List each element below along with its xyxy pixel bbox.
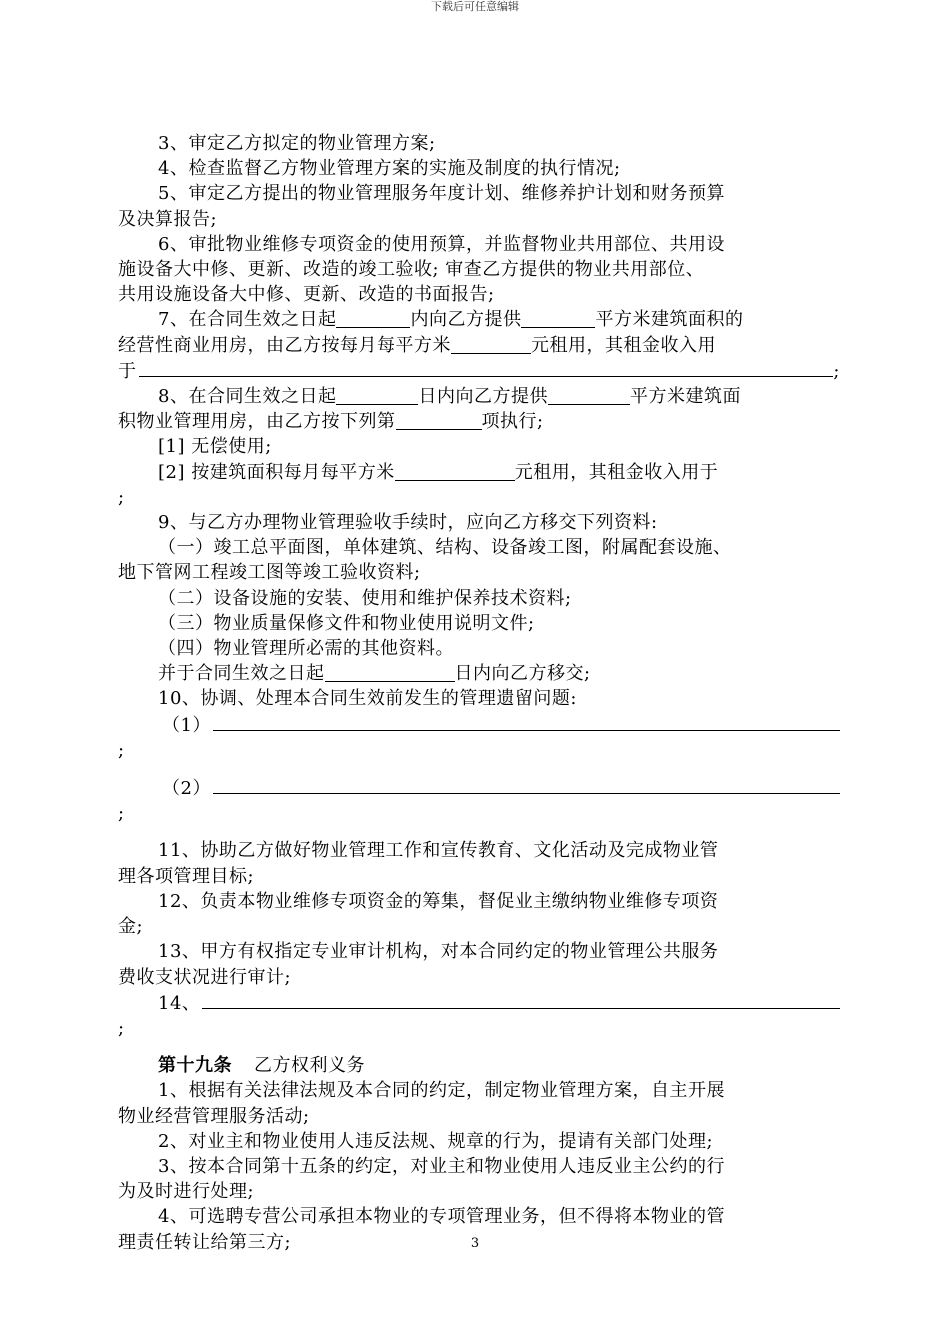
clause-7-line1 [118, 307, 840, 332]
blank-field[interactable] [521, 309, 595, 328]
clause-13-line1: 13、甲方有权指定专业审计机构，对本合同约定的物业管理公共服务 [158, 941, 719, 963]
clause-8-line1 [118, 384, 840, 409]
text-segment: 8、在合同生效之日起 [158, 386, 337, 408]
clause-12-line1: 12、负责本物业维修专项资金的筹集，督促业主缴纳物业维修专项资 [158, 890, 719, 912]
clause-11-line1: 11、协助乙方做好物业管理工作和宣传教育、文化活动及完成物业管 [158, 840, 719, 862]
clause-14-end: ; [118, 1017, 125, 1039]
blank-field[interactable] [336, 386, 418, 405]
issue-2 [118, 775, 840, 801]
text-segment: 并于合同生效之日起 [158, 663, 325, 685]
text-segment: 元租用，其租金收入用于 [514, 461, 719, 483]
blank-field[interactable] [325, 663, 455, 682]
blank-field[interactable] [336, 309, 410, 328]
text-segment: （2） [162, 778, 211, 800]
clause-14 [118, 990, 840, 1016]
clause-6-line1: 6、审批物业维修专项资金的使用预算，并监督物业共用部位、共用设 [158, 233, 725, 255]
right-3-line1: 3、按本合同第十五条的约定，对业主和物业使用人违反业主公约的行 [158, 1155, 725, 1177]
text-segment: [2] 按建筑面积每月每平方米 [158, 461, 395, 483]
blank-field[interactable] [213, 775, 840, 794]
clause-6-line2: 施设备大中修、更新、改造的竣工验收; 审查乙方提供的物业共用部位、 [118, 259, 705, 281]
clause-6-line3: 共用设施设备大中修、更新、改造的书面报告; [118, 284, 495, 306]
text-segment: 平方米建筑面 [629, 386, 741, 408]
text-segment: （1） [162, 714, 211, 736]
right-1-line2: 物业经营管理服务活动; [118, 1105, 310, 1127]
issue-2-end: ; [118, 803, 125, 825]
text-segment: 日内向乙方提供 [418, 386, 548, 408]
issue-1 [118, 712, 840, 738]
text-segment: ; [833, 360, 840, 382]
blank-field[interactable] [202, 990, 840, 1009]
option-2 [118, 460, 840, 485]
clause-4: 4、检查监督乙方物业管理方案的实施及制度的执行情况; [158, 158, 621, 180]
article-number: 第十九条 [158, 1055, 232, 1077]
document-body [118, 131, 840, 1255]
text-segment: 于 [118, 360, 137, 382]
page-header: 下载后可任意编辑 [431, 0, 519, 13]
clause-5-line1: 5、审定乙方提出的物业管理服务年度计划、维修养护计划和财务预算 [158, 183, 725, 205]
clause-11-line2: 理各项管理目标; [118, 865, 255, 887]
text-segment: 平方米建筑面积的 [595, 309, 744, 331]
clause-5-line2: 及决算报告; [118, 208, 218, 230]
article-19-heading [118, 1053, 840, 1078]
blank-field[interactable] [548, 386, 630, 405]
text-segment: 内向乙方提供 [410, 309, 522, 331]
blank-field[interactable] [395, 462, 515, 481]
clause-7-line2 [118, 333, 840, 358]
issue-1-end: ; [118, 739, 125, 761]
text-segment: 项执行; [481, 411, 544, 433]
text-segment: 元租用，其租金收入用 [531, 334, 716, 356]
clause-9: 9、与乙方办理物业管理验收手续时，应向乙方移交下列资料: [158, 512, 658, 534]
text-segment: 14、 [158, 992, 201, 1014]
right-1-line1: 1、根据有关法律法规及本合同的约定，制定物业管理方案，自主开展 [158, 1080, 725, 1102]
clause-7-line3 [118, 358, 840, 384]
clause-10: 10、协调、处理本合同生效前发生的管理遗留问题: [158, 688, 577, 710]
item-3: （三）物业质量保修文件和物业使用说明文件; [158, 612, 535, 634]
right-4-line2: 理责任转让给第三方; [118, 1231, 292, 1253]
blank-field[interactable] [451, 335, 531, 354]
right-4-line1: 4、可选聘专营公司承担本物业的专项管理业务，但不得将本物业的管 [158, 1206, 725, 1228]
article-title: 乙方权利义务 [254, 1055, 365, 1077]
handover-deadline [118, 661, 840, 686]
right-3-line2: 为及时进行处理; [118, 1181, 255, 1203]
page-number: 3 [470, 1236, 480, 1251]
option-1: [1] 无偿使用; [158, 436, 272, 458]
text-segment: 积物业管理用房，由乙方按下列第 [118, 411, 396, 433]
blank-field[interactable] [396, 411, 482, 430]
blank-field[interactable] [139, 358, 834, 377]
clause-12-line2: 金; [118, 916, 144, 938]
option-2-end: ; [118, 486, 125, 508]
clause-3: 3、审定乙方拟定的物业管理方案; [158, 133, 436, 154]
item-1-line1: （一）竣工总平面图，单体建筑、结构、设备竣工图，附属配套设施、 [158, 537, 732, 559]
blank-field[interactable] [213, 712, 840, 731]
clause-13-line2: 费收支状况进行审计; [118, 966, 292, 988]
item-2: （二）设备设施的安装、使用和维护保养技术资料; [158, 587, 572, 609]
right-2: 2、对业主和物业使用人违反法规、规章的行为，提请有关部门处理; [158, 1130, 714, 1152]
text-segment: 日内向乙方移交; [454, 663, 591, 685]
text-segment: 7、在合同生效之日起 [158, 309, 337, 331]
clause-8-line2 [118, 409, 840, 434]
item-4: （四）物业管理所必需的其他资料。 [158, 638, 454, 660]
text-segment: 经营性商业用房，由乙方按每月每平方米 [118, 334, 451, 356]
item-1-line2: 地下管网工程竣工图等竣工验收资料; [118, 562, 421, 584]
